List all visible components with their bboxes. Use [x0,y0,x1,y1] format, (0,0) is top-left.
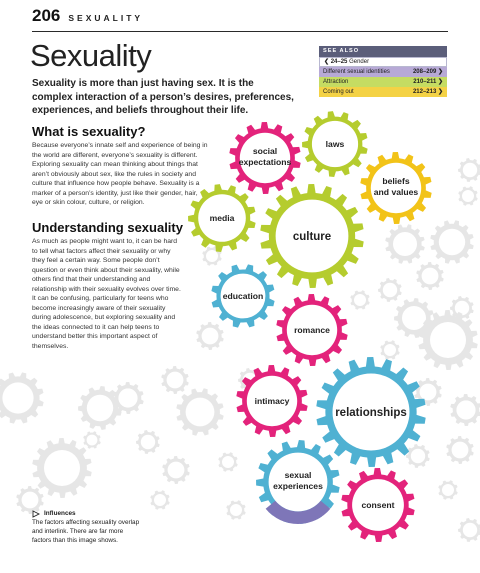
see-also-item[interactable] [319,57,447,67]
section-label: SEXUALITY [68,13,144,23]
section-body-what-is: Because everyone’s innate self and experience of being in the world are different, everyone’s sexuality is different. Exploring sexuality can mean thinking about things that aren’t obviously about sex, like the rules in society and culture that influence how people behave. Sexuality is a marker of a person’s identity, just like their gender, hair, eye or skin colour, culture, or religion. [32,142,208,206]
gear-label: consent [361,500,395,510]
background-gear [446,436,474,464]
arrow-icon: ❯ [436,89,443,95]
background-gear [378,278,402,302]
gear-social-expectations [229,122,300,194]
section-body-understanding: As much as people might want to, it can be hard to tell what factors affect their sexuality or why they feel a certain way. Some people don’t question or even think about their sexuality, while others find that their understanding and relationship with their sexuality evolves over time. It can be confusing, particularly for teens who become increasingly aware of their sexuality during adolescence, but exploring sexuality and the ideas connected to it can help teens to understand better this important aspect of themselves. [32,238,181,350]
see-also-label: Gender [349,59,370,65]
background-gear [350,290,369,309]
caption-text: The factors affecting sexuality overlap and interlink. There are far more factors than this image shows. [32,519,140,544]
see-also-item[interactable] [319,67,447,77]
gear-label: laws [325,139,345,149]
triangle-pointer-icon [32,510,40,518]
background-gear [196,322,224,350]
background-gear [458,158,480,182]
page-title: Sexuality [30,38,152,73]
gear-label: beliefs [382,176,410,186]
gear-label: relationships [335,407,407,419]
arrow-icon: ❯ [436,69,443,75]
intro-text: Sexuality is more than just having sex. It is the complex interaction of a person’s desires, preferences, experiences, and beliefs throughout their life. [32,78,294,117]
section-heading-understanding: Understanding sexuality [32,220,183,235]
background-gear [458,518,480,542]
gear-label: and values [373,187,419,197]
see-also-label: Coming out [323,89,354,95]
figure-caption [32,509,142,545]
see-also-box [319,46,447,97]
gear-education [211,264,274,327]
gear-label: social [252,146,278,156]
background-gear [458,186,477,205]
background-gear [150,490,169,509]
see-also-label: Different sexual identities [323,69,390,75]
background-gear [32,438,91,498]
background-gear [385,224,425,264]
gear-label: romance [294,325,330,335]
background-gear [406,444,430,468]
see-also-pages: 212–213 ❯ [412,89,443,95]
section-heading-what-is: What is sexuality? [32,124,146,139]
caption-title-row [32,509,142,518]
gear-culture [260,184,363,288]
background-gear [218,452,237,471]
background-gear [438,480,457,499]
page-number: 206 [32,6,61,25]
background-gear [0,372,44,423]
gear-label: education [222,291,264,301]
background-gear [176,388,223,435]
caption-title: Influences [44,510,76,517]
see-also-pages: 210–211 ❯ [413,79,443,85]
background-gear [162,456,190,484]
gear-label: sexual [284,470,312,480]
see-also-item[interactable] [319,87,447,97]
see-also-title: SEE ALSO [319,46,447,57]
background-gear [226,500,245,519]
gear-consent [341,468,414,542]
gear-label: experiences [273,481,323,491]
gear-sexual-experiences [256,440,340,524]
see-also-pages: 24–25 [330,59,348,65]
gear-label: media [209,213,235,223]
arrow-left-icon: ❮ [324,59,331,65]
see-also-pages: 208–209 ❯ [412,69,443,75]
background-gear [430,220,473,263]
gear-label: intimacy [254,396,290,406]
gear-label: culture [292,231,332,243]
gear-beliefs-and-values [360,152,431,224]
arrow-icon: ❯ [436,79,443,85]
gear-romance [276,294,347,366]
gear-label: expectations [238,157,292,167]
background-gear [136,430,160,454]
see-also-item[interactable] [319,77,447,87]
background-gear [450,394,480,426]
background-gear [83,431,101,449]
gear-laws [302,111,368,177]
background-gear [161,366,189,394]
background-gear [416,262,444,290]
see-also-label: Attraction [323,79,349,85]
background-gear [380,340,399,359]
